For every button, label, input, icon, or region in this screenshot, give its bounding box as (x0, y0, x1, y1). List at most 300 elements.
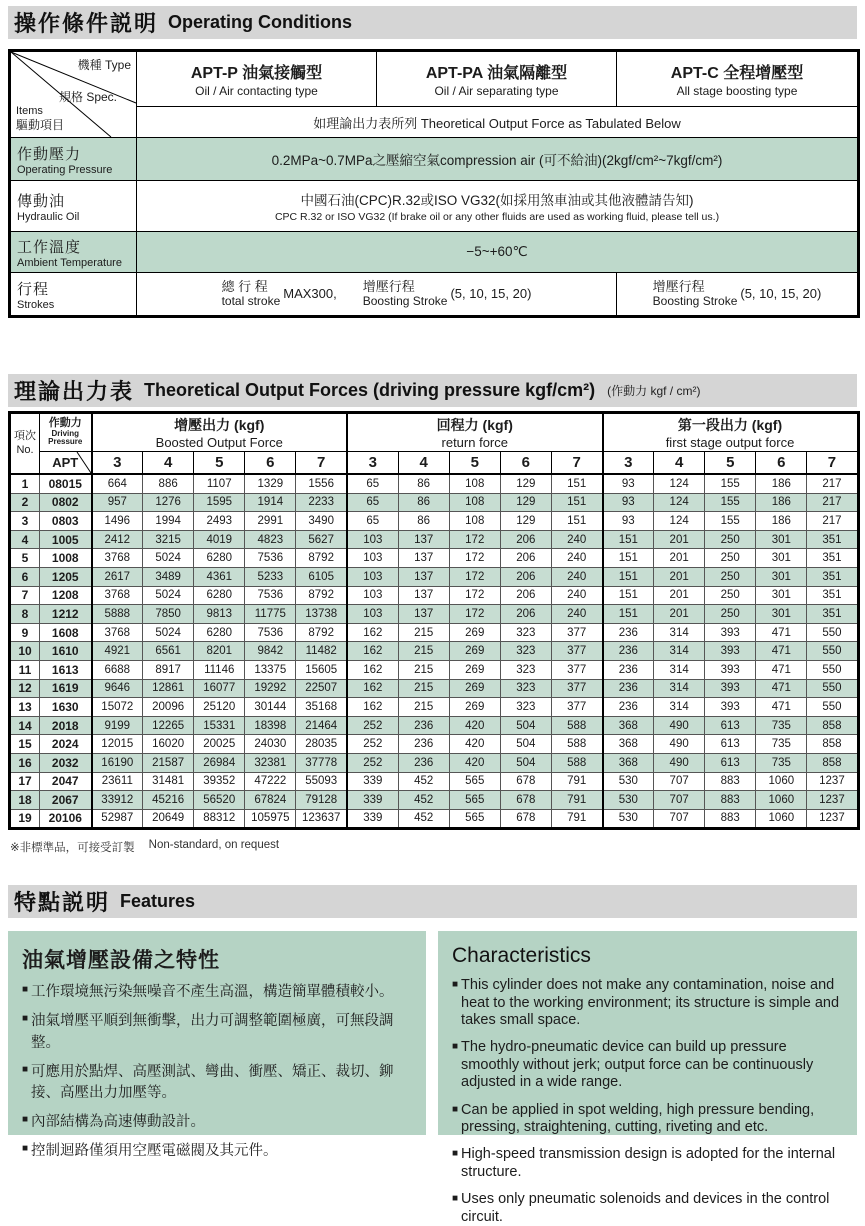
return-force-cell: 678 (500, 809, 551, 829)
first-stage-output-cell: 393 (705, 660, 756, 679)
return-force-cell: 129 (500, 474, 551, 493)
bullet-square-icon: ■ (452, 1148, 459, 1160)
first-stage-output-cell: 314 (654, 698, 705, 717)
first-stage-output-cell: 155 (705, 493, 756, 512)
return-force-cell: 137 (398, 530, 449, 549)
output-forces-table (8, 411, 860, 830)
return-force-cell: 452 (398, 809, 449, 829)
boosted-output-cell: 1556 (296, 474, 347, 493)
feature-text: 控制迴路僅須用空壓電磁閥及其元件。 (31, 1142, 278, 1159)
apt-code-cell: 0802 (40, 493, 92, 512)
return-force-group-header: 回程力 (kgf) return force (347, 413, 602, 452)
table-row (10, 181, 859, 232)
table-row (10, 107, 859, 138)
return-force-cell: 215 (398, 623, 449, 642)
return-force-cell: 137 (398, 567, 449, 586)
table-row (10, 772, 859, 791)
boosted-output-cell: 6280 (194, 623, 245, 642)
return-force-cell: 323 (500, 642, 551, 661)
first-stage-output-cell: 707 (654, 809, 705, 829)
return-force-cell: 172 (449, 549, 500, 568)
first-stage-output-cell: 250 (705, 549, 756, 568)
boosted-output-cell: 9813 (194, 605, 245, 624)
boosted-output-cell: 15605 (296, 660, 347, 679)
pressure-column-header: 5 (194, 452, 245, 475)
return-force-cell: 172 (449, 586, 500, 605)
first-stage-output-cell: 707 (654, 791, 705, 810)
return-force-cell: 236 (398, 735, 449, 754)
features-box-zh (8, 931, 426, 1159)
boosted-output-cell: 21464 (296, 716, 347, 735)
boosted-output-cell: 12015 (92, 735, 143, 754)
apt-code-cell: 1630 (40, 698, 92, 717)
first-stage-output-cell: 550 (807, 623, 858, 642)
boosted-output-cell: 23611 (92, 772, 143, 791)
boosted-output-cell: 4823 (245, 530, 296, 549)
strokes-value-c: 增壓行程 Boosting Stroke (5, 10, 15, 20) (617, 273, 859, 317)
apt-code-cell: 1005 (40, 530, 92, 549)
row-label-operating-pressure: 作動壓力 Operating Pressure (10, 138, 137, 181)
pressure-column-header: 6 (500, 452, 551, 475)
apt-code-cell: 2024 (40, 735, 92, 754)
pressure-column-header: 3 (603, 452, 654, 475)
first-stage-output-cell: 301 (756, 567, 807, 586)
return-force-cell: 215 (398, 660, 449, 679)
return-force-cell: 678 (500, 791, 551, 810)
boosted-output-cell: 1914 (245, 493, 296, 512)
first-stage-output-cell: 236 (603, 623, 654, 642)
return-force-cell: 103 (347, 549, 398, 568)
first-stage-output-cell: 351 (807, 605, 858, 624)
first-stage-output-cell: 124 (654, 512, 705, 531)
return-force-cell: 240 (551, 549, 602, 568)
boosted-output-cell: 9842 (245, 642, 296, 661)
model-header-apt-c: APT-C 全程增壓型 All stage boosting type (617, 51, 859, 107)
boosted-output-cell: 9199 (92, 716, 143, 735)
boosted-output-cell: 9646 (92, 679, 143, 698)
first-stage-output-cell: 201 (654, 605, 705, 624)
features-section (8, 931, 857, 1225)
boosted-output-cell: 11146 (194, 660, 245, 679)
first-stage-output-cell: 490 (654, 735, 705, 754)
first-stage-output-cell: 250 (705, 567, 756, 586)
boosted-output-cell: 3768 (92, 549, 143, 568)
section-title-zh: 操作條件説明 (14, 11, 159, 36)
return-force-cell: 151 (551, 512, 602, 531)
return-force-cell: 791 (551, 791, 602, 810)
first-stage-output-cell: 368 (603, 753, 654, 772)
row-number-cell: 1 (10, 474, 40, 493)
table-row (10, 809, 859, 829)
first-stage-output-cell: 217 (807, 512, 858, 531)
features-title-zh: 油氣增壓設備之特性 (22, 949, 220, 973)
apt-code-cell: 2018 (40, 716, 92, 735)
row-number-cell: 16 (10, 753, 40, 772)
boosted-output-cell: 5024 (143, 586, 194, 605)
first-stage-output-cell: 471 (756, 679, 807, 698)
return-force-cell: 269 (449, 698, 500, 717)
boosted-output-cell: 39352 (194, 772, 245, 791)
return-force-cell: 137 (398, 605, 449, 624)
feature-item (22, 1011, 412, 1055)
boosted-output-cell: 8792 (296, 549, 347, 568)
first-stage-output-cell: 471 (756, 698, 807, 717)
first-stage-output-cell: 707 (654, 772, 705, 791)
row-number-cell: 15 (10, 735, 40, 754)
boosted-output-cell: 19292 (245, 679, 296, 698)
apt-code-cell: 1212 (40, 605, 92, 624)
boosted-output-cell: 7536 (245, 549, 296, 568)
return-force-cell: 323 (500, 698, 551, 717)
row-number-cell: 8 (10, 605, 40, 624)
features-title-en: Characteristics (452, 944, 591, 968)
first-stage-output-cell: 1237 (807, 809, 858, 829)
items-label-zh: 驅動項目 (16, 118, 65, 132)
table-row (10, 642, 859, 661)
return-force-cell: 236 (398, 753, 449, 772)
pressure-column-header: 5 (705, 452, 756, 475)
pressure-column-header: 4 (398, 452, 449, 475)
feature-item (452, 1039, 843, 1091)
strokes-value-p-pa: 總 行 程 total stroke MAX300, 增壓行程 Boosting Stroke (5, 10, 15, 20) (137, 273, 617, 317)
boosted-output-cell: 16190 (92, 753, 143, 772)
first-stage-output-cell: 858 (807, 716, 858, 735)
row-number-cell: 6 (10, 567, 40, 586)
return-force-cell: 108 (449, 474, 500, 493)
apt-code-cell: 2047 (40, 772, 92, 791)
boosted-output-cell: 12861 (143, 679, 194, 698)
boosted-output-cell: 15331 (194, 716, 245, 735)
return-force-cell: 588 (551, 753, 602, 772)
return-force-cell: 504 (500, 735, 551, 754)
bullet-square-icon: ■ (22, 1114, 29, 1126)
apt-code-cell: 1619 (40, 679, 92, 698)
boosted-output-cell: 18398 (245, 716, 296, 735)
apt-code-cell: 0803 (40, 512, 92, 531)
row-number-cell: 12 (10, 679, 40, 698)
model-header-apt-p: APT-P 油氣接觸型 Oil / Air contacting type (137, 51, 377, 107)
return-force-cell: 137 (398, 586, 449, 605)
corner-header-cell (10, 51, 137, 138)
boosted-output-cell: 1329 (245, 474, 296, 493)
return-force-cell: 162 (347, 679, 398, 698)
type-label: 機種 Type (77, 58, 131, 72)
feature-text: The hydro-pneumatic device can build up pressure smoothly without jerk; output force can be continuously adjusted in a wide range. (461, 1039, 814, 1091)
table-row (10, 273, 859, 317)
return-force-cell: 172 (449, 530, 500, 549)
row-number-cell: 18 (10, 791, 40, 810)
first-stage-output-cell: 301 (756, 549, 807, 568)
return-force-cell: 377 (551, 679, 602, 698)
boosted-output-cell: 1496 (92, 512, 143, 531)
return-force-cell: 565 (449, 772, 500, 791)
driving-pressure-note: (作動力 kgf / cm²) (607, 384, 701, 398)
first-stage-output-cell: 858 (807, 753, 858, 772)
first-stage-output-cell: 613 (705, 735, 756, 754)
pressure-column-header: 4 (654, 452, 705, 475)
first-stage-output-cell: 186 (756, 474, 807, 493)
boosted-output-cell: 123637 (296, 809, 347, 829)
row-number-cell: 3 (10, 512, 40, 531)
hydraulic-oil-value: 中國石油(CPC)R.32或ISO VG32(如採用煞車油或其他液體請告知) CPC R.32 or ISO VG32 (If brake oil or any other fluids are used as working fluid, please tell us.) (137, 181, 859, 232)
table-row (10, 698, 859, 717)
section-title-en: Features (120, 891, 196, 912)
boosted-output-cell: 6280 (194, 549, 245, 568)
return-force-cell: 236 (398, 716, 449, 735)
return-force-cell: 323 (500, 660, 551, 679)
first-stage-output-cell: 217 (807, 474, 858, 493)
first-stage-output-cell: 351 (807, 567, 858, 586)
catalog-page (0, 6, 865, 1225)
return-force-cell: 206 (500, 586, 551, 605)
boosted-output-cell: 47222 (245, 772, 296, 791)
boosted-output-cell: 35168 (296, 698, 347, 717)
section-title-zh: 理論出力表 (14, 379, 135, 404)
operating-conditions-header (8, 6, 857, 39)
apt-code-cell: 2067 (40, 791, 92, 810)
return-force-cell: 162 (347, 698, 398, 717)
section-title-en: Operating Conditions (168, 12, 353, 32)
table-row (10, 474, 859, 493)
first-stage-output-cell: 883 (705, 809, 756, 829)
boosted-output-cell: 6561 (143, 642, 194, 661)
return-force-cell: 420 (449, 716, 500, 735)
operating-pressure-value: 0.2MPa~0.7MPa之壓縮空氣compression air (可不給油)(2kgf/cm²~7kgf/cm²) (137, 138, 859, 181)
return-force-cell: 588 (551, 735, 602, 754)
return-force-cell: 377 (551, 698, 602, 717)
return-force-cell: 86 (398, 474, 449, 493)
first-stage-output-cell: 314 (654, 623, 705, 642)
boosted-output-cell: 1107 (194, 474, 245, 493)
feature-item (22, 982, 412, 1004)
boosted-output-cell: 5024 (143, 623, 194, 642)
first-stage-output-cell: 530 (603, 772, 654, 791)
table-row (10, 753, 859, 772)
first-stage-output-cell: 301 (756, 605, 807, 624)
boosted-output-cell: 21587 (143, 753, 194, 772)
boosted-output-cell: 26984 (194, 753, 245, 772)
first-stage-output-cell: 124 (654, 493, 705, 512)
diagonal-divider-icon (77, 452, 91, 473)
boosted-output-cell: 7536 (245, 623, 296, 642)
return-force-cell: 215 (398, 698, 449, 717)
first-stage-output-cell: 393 (705, 642, 756, 661)
return-force-cell: 269 (449, 623, 500, 642)
first-stage-output-cell: 314 (654, 679, 705, 698)
feature-item (452, 1191, 843, 1226)
first-stage-output-cell: 351 (807, 549, 858, 568)
first-stage-output-cell: 1060 (756, 772, 807, 791)
boosted-output-cell: 20096 (143, 698, 194, 717)
first-stage-output-cell: 250 (705, 530, 756, 549)
return-force-cell: 269 (449, 679, 500, 698)
table-row (10, 493, 859, 512)
boosted-output-cell: 8792 (296, 623, 347, 642)
boosted-output-cell: 6688 (92, 660, 143, 679)
row-number-cell: 10 (10, 642, 40, 661)
first-stage-output-cell: 471 (756, 642, 807, 661)
return-force-cell: 103 (347, 586, 398, 605)
no-column-header: 項次 No. (10, 413, 40, 475)
boosted-output-cell: 15072 (92, 698, 143, 717)
table-row (10, 51, 859, 107)
return-force-cell: 151 (551, 493, 602, 512)
return-force-cell: 103 (347, 605, 398, 624)
table-row (10, 660, 859, 679)
bullet-square-icon: ■ (22, 984, 29, 996)
boosted-output-cell: 25120 (194, 698, 245, 717)
boosted-output-cell: 2991 (245, 512, 296, 531)
feature-text: 工作環境無污染無噪音不產生高溫，構造簡單體積較小。 (31, 984, 394, 1001)
boosted-output-cell: 22507 (296, 679, 347, 698)
pressure-column-header: 7 (551, 452, 602, 475)
feature-text: Uses only pneumatic solenoids and devices in the control circuit. (461, 1191, 830, 1225)
first-stage-output-cell: 236 (603, 642, 654, 661)
pressure-column-header: 7 (296, 452, 347, 475)
spec-label: 規格 Spec. (59, 90, 118, 104)
pressure-column-header: 6 (245, 452, 296, 475)
return-force-cell: 172 (449, 605, 500, 624)
apt-code-cell: 1208 (40, 586, 92, 605)
return-force-cell: 162 (347, 642, 398, 661)
return-force-cell: 377 (551, 660, 602, 679)
first-stage-output-cell: 1237 (807, 772, 858, 791)
apt-code-cell: 1205 (40, 567, 92, 586)
boosted-output-cell: 28035 (296, 735, 347, 754)
output-forces-header (8, 374, 857, 407)
row-number-cell: 17 (10, 772, 40, 791)
first-stage-output-cell: 393 (705, 698, 756, 717)
table-header-row (10, 413, 859, 452)
boosted-output-cell: 4361 (194, 567, 245, 586)
return-force-cell: 240 (551, 530, 602, 549)
first-stage-output-cell: 735 (756, 753, 807, 772)
boosted-output-cell: 5024 (143, 549, 194, 568)
first-stage-output-cell: 393 (705, 679, 756, 698)
row-number-cell: 13 (10, 698, 40, 717)
boosted-output-cell: 13375 (245, 660, 296, 679)
apt-code-cell: 2032 (40, 753, 92, 772)
boosted-output-cell: 886 (143, 474, 194, 493)
table-row (10, 735, 859, 754)
bullet-square-icon: ■ (452, 1103, 459, 1115)
return-force-cell: 339 (347, 791, 398, 810)
table-row (10, 623, 859, 642)
boosted-output-cell: 31481 (143, 772, 194, 791)
boosted-output-cell: 32381 (245, 753, 296, 772)
feature-text: This cylinder does not make any contamination, noise and heat to the working environment; its structure is simple and takes small space. (461, 977, 840, 1029)
feature-item (22, 1141, 412, 1163)
first-stage-output-cell: 151 (603, 530, 654, 549)
return-force-cell: 565 (449, 809, 500, 829)
return-force-cell: 588 (551, 716, 602, 735)
first-stage-output-cell: 530 (603, 809, 654, 829)
first-stage-output-cell: 151 (603, 549, 654, 568)
boosted-output-cell: 3768 (92, 586, 143, 605)
table-row (10, 679, 859, 698)
return-force-cell: 269 (449, 642, 500, 661)
features-header (8, 885, 857, 918)
boosted-output-cell: 6280 (194, 586, 245, 605)
first-stage-output-cell: 1237 (807, 791, 858, 810)
boosted-output-cell: 30144 (245, 698, 296, 717)
items-label: Items (16, 105, 43, 117)
first-stage-group-header: 第一段出力 (kgf) first stage output force (603, 413, 859, 452)
feature-item (452, 1102, 843, 1137)
first-stage-output-cell: 155 (705, 474, 756, 493)
first-stage-output-cell: 151 (603, 605, 654, 624)
return-force-cell: 206 (500, 567, 551, 586)
row-number-cell: 9 (10, 623, 40, 642)
apt-code-cell: 1610 (40, 642, 92, 661)
boosted-output-cell: 55093 (296, 772, 347, 791)
boosted-output-cell: 67824 (245, 791, 296, 810)
table-row (10, 605, 859, 624)
return-force-cell: 252 (347, 716, 398, 735)
return-force-cell: 86 (398, 493, 449, 512)
return-force-cell: 420 (449, 753, 500, 772)
return-force-cell: 108 (449, 493, 500, 512)
section-title-en: Theoretical Output Forces (driving pressure kgf/cm²) (144, 380, 596, 400)
boosted-output-cell: 1595 (194, 493, 245, 512)
section-title-zh: 特點説明 (14, 890, 111, 916)
tabulated-note-cell: 如理論出力表所列 Theoretical Output Force as Tabulated Below (137, 107, 859, 138)
first-stage-output-cell: 393 (705, 623, 756, 642)
first-stage-output-cell: 530 (603, 791, 654, 810)
apt-code-cell: 1613 (40, 660, 92, 679)
row-number-cell: 2 (10, 493, 40, 512)
return-force-cell: 206 (500, 530, 551, 549)
boosted-output-cell: 7850 (143, 605, 194, 624)
return-force-cell: 252 (347, 753, 398, 772)
return-force-cell: 151 (551, 474, 602, 493)
boosted-output-cell: 8201 (194, 642, 245, 661)
pressure-column-header: 7 (807, 452, 858, 475)
table-row (10, 549, 859, 568)
boosted-output-cell: 5627 (296, 530, 347, 549)
row-number-cell: 7 (10, 586, 40, 605)
first-stage-output-cell: 155 (705, 512, 756, 531)
return-force-cell: 65 (347, 474, 398, 493)
first-stage-output-cell: 93 (603, 493, 654, 512)
return-force-cell: 129 (500, 493, 551, 512)
first-stage-output-cell: 883 (705, 772, 756, 791)
table-row (10, 512, 859, 531)
boosted-output-cell: 5888 (92, 605, 143, 624)
return-force-cell: 377 (551, 623, 602, 642)
return-force-cell: 206 (500, 605, 551, 624)
boosted-output-cell: 1994 (143, 512, 194, 531)
pressure-column-header: 4 (143, 452, 194, 475)
driving-pressure-column-header: 作動力 Driving Pressure APT (40, 413, 92, 475)
return-force-cell: 240 (551, 586, 602, 605)
table-row (10, 716, 859, 735)
boosted-output-cell: 52987 (92, 809, 143, 829)
row-number-cell: 19 (10, 809, 40, 829)
feature-item (452, 977, 843, 1029)
return-force-cell: 791 (551, 809, 602, 829)
return-force-cell: 240 (551, 605, 602, 624)
apt-code-cell: 1008 (40, 549, 92, 568)
boosted-output-cell: 4921 (92, 642, 143, 661)
first-stage-output-cell: 1060 (756, 791, 807, 810)
bullet-square-icon: ■ (452, 979, 459, 991)
first-stage-output-cell: 236 (603, 679, 654, 698)
boosted-output-cell: 5233 (245, 567, 296, 586)
first-stage-output-cell: 250 (705, 586, 756, 605)
boosted-output-cell: 3489 (143, 567, 194, 586)
feature-text: 油氣增壓平順到無衝擊，出力可調整範圍極廣，可無段調整。 (31, 1013, 394, 1051)
